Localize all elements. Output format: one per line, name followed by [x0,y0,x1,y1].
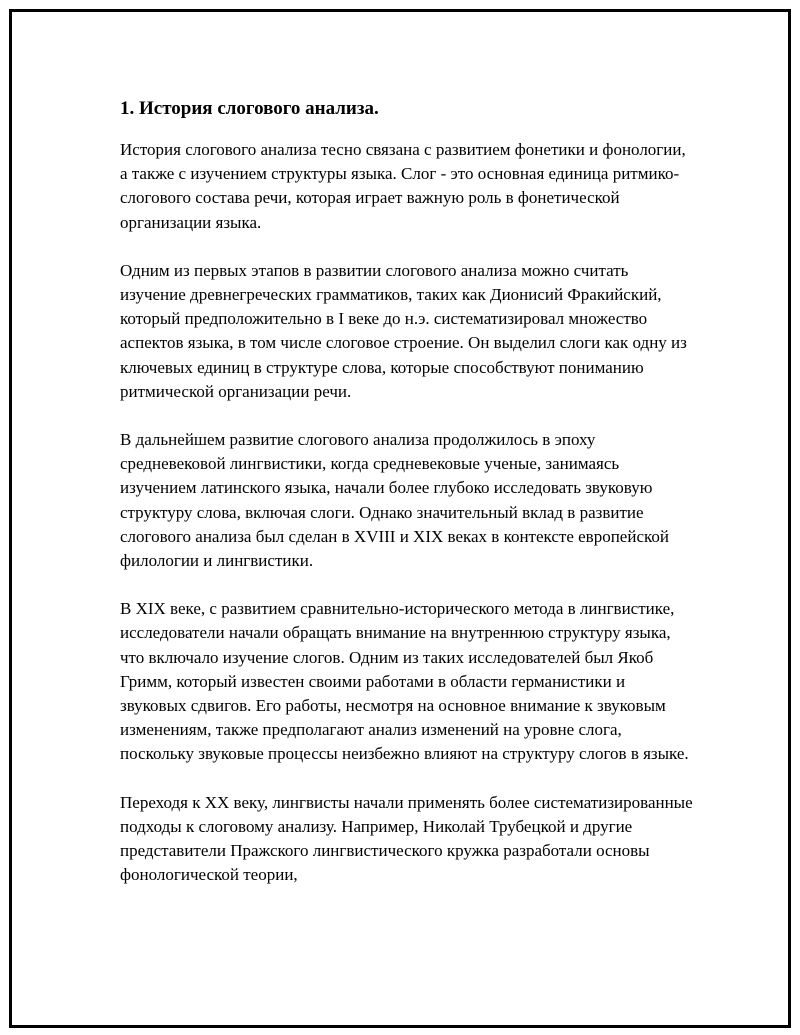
paragraph-4: В XIX веке, с развитием сравнительно-исторического метода в лингвистике, исследователи начали обращать внимание на внутреннюю структуру языка, что включало изучение слогов. Одним из таких исследователей был Якоб Гримм, который известен своими работами в области германистики и звуковых сдвигов. Его работы, несмотря на основное внимание к звуковым изменениям, также предполагают анализ изменений на уровне слога, поскольку звуковые процессы неизбежно влияют на структуру слогов в языке. [120,599,689,764]
paragraph-3: В дальнейшем развитие слогового анализа продолжилось в эпоху средневековой лингвистики, когда средневековые ученые, занимаясь изучением латинского языка, начали более глубоко исследовать звуковую структуру слова, включая слоги. Однако значительный вклад в развитие слогового анализа был сделан в XVIII и XIX веках в контексте европейской филологии и лингвистики. [120,430,669,571]
paragraph-1: История слогового анализа тесно связана с развитием фонетики и фонологии, а также с изучением структуры языка. Слог - это основная единица ритмико-слогового состава речи, которая играет важную роль в фонетической организации языка. [120,140,686,232]
paragraph-2: Одним из первых этапов в развитии слогового анализа можно считать изучение древнегреческих грамматиков, таких как Дионисий Фракийский, который предположительно в I веке до н.э. систематизировал множество аспектов языка, в том числе слоговое строение. Он выделил слоги как одну из ключевых единиц в структуре слова, которые способствуют пониманию ритмической организации речи. [120,260,687,401]
page-frame [9,9,791,1028]
document-body [120,97,695,911]
section-heading: 1. История слогового анализа. [120,98,379,119]
paragraph-5: Переходя к XX веку, лингвисты начали применять более систематизированные подходы к слоговому анализу. Например, Николай Трубецкой и другие представители Пражского лингвистического кружка разработали основы фонологической теории, [120,792,693,885]
